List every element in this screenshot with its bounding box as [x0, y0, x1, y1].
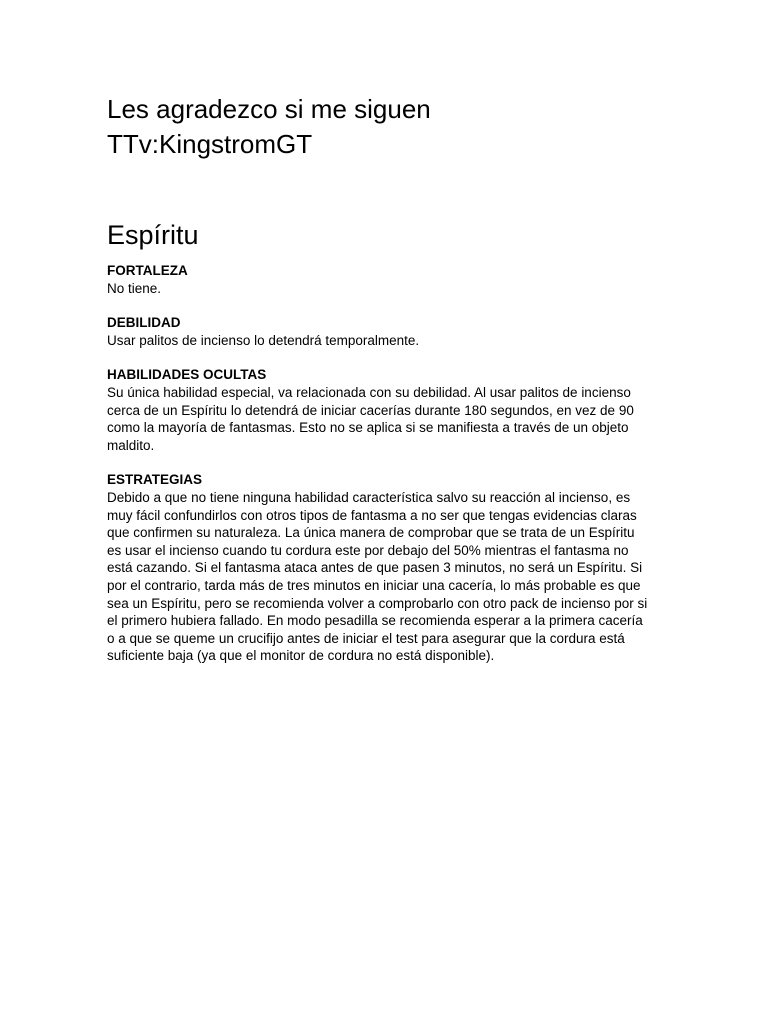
section-estrategias	[107, 471, 667, 665]
section-body	[107, 489, 667, 665]
text-line: No tiene.	[107, 280, 162, 296]
text-line: que confirmen su naturaleza. La única manera de comprobar que se trata de un Espíritu	[107, 525, 635, 541]
page-title: Espíritu	[107, 220, 199, 250]
text-line: Debido a que no tiene ninguna habilidad característica salvo su reacción al incienso, es	[107, 489, 631, 505]
text-line: es usar el incienso cuando tu cordura este por debajo del 50% mientras el fantasma no	[107, 542, 629, 558]
section-fortaleza	[107, 262, 667, 297]
text-line: por el contrario, tarda más de tres minutos en iniciar una cacería, lo más probable es que	[107, 577, 641, 593]
section-heading: FORTALEZA	[107, 263, 188, 278]
section-body	[107, 280, 667, 298]
section-heading: DEBILIDAD	[107, 315, 181, 331]
sections-container	[107, 262, 667, 682]
section-habilidades-ocultas	[107, 366, 667, 454]
text-line: maldito.	[107, 437, 155, 453]
text-line: sea un Espíritu, pero se recomienda volver a comprobarlo con otro pack de incienso por si	[107, 595, 648, 611]
section-heading: ESTRATEGIAS	[107, 472, 203, 488]
text-line: cerca de un Espíritu lo detendrá de iniciar cacerías durante 180 segundos, en vez de 90	[107, 402, 634, 418]
section-body	[107, 332, 667, 350]
text-line: el primero hubiera fallado. En modo pesadilla se recomienda esperar a la primera cacería	[107, 613, 643, 629]
section-heading: HABILIDADES OCULTAS	[107, 367, 267, 383]
text-line: está cazando. Si el fantasma ataca antes de que pasen 3 minutos, no será un Espíritu. Si	[107, 560, 643, 576]
text-line: o a que se queme un crucifijo antes de iniciar el test para asegurar que la cordura está	[107, 630, 625, 646]
text-line: Su única habilidad especial, va relacionada con su debilidad. Al usar palitos de incienso	[107, 384, 631, 400]
text-line: suficiente baja (ya que el monitor de cordura no está disponible).	[107, 648, 495, 664]
section-debilidad	[107, 314, 667, 349]
text-line: muy fácil confundirlos con otros tipos de fantasma a no ser que tengas evidencias claras	[107, 507, 637, 523]
text-line: como la mayoría de fantasmas. Esto no se aplica si se manifiesta a través de un objeto	[107, 420, 629, 436]
intro-line-1: Les agradezco si me siguen	[107, 94, 431, 124]
intro-line-2: TTv:KingstromGT	[107, 129, 313, 159]
section-body	[107, 384, 667, 454]
text-line: Usar palitos de incienso lo detendrá temporalmente.	[107, 332, 420, 348]
